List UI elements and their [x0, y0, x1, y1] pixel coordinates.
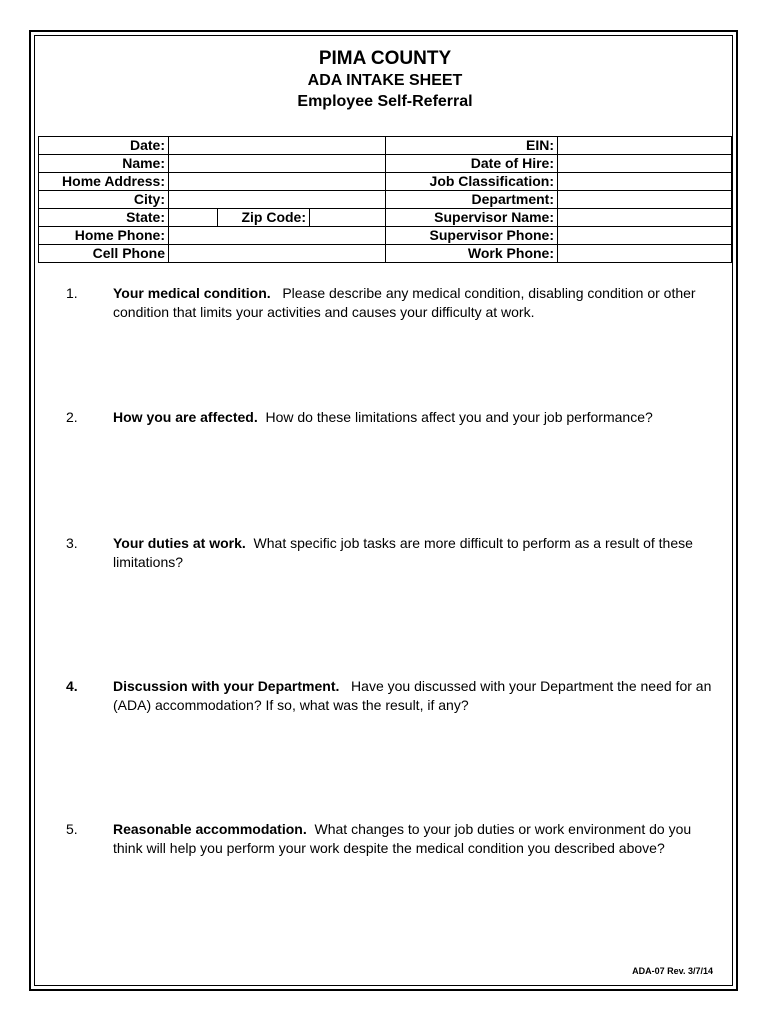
question-number: 4.: [66, 678, 78, 694]
question-heading: How you are affected.: [113, 409, 258, 425]
table-row: [39, 209, 732, 227]
state-label: State:: [39, 209, 169, 227]
work-phone-label: Work Phone:: [386, 245, 558, 263]
question-text: How do these limitations affect you and your job performance?: [265, 409, 653, 425]
date-label: Date:: [39, 137, 169, 155]
question-heading: Your duties at work.: [113, 535, 246, 551]
form-subtitle: Employee Self-Referral: [297, 93, 473, 110]
department-input[interactable]: [558, 191, 732, 209]
date-of-hire-label: Date of Hire:: [386, 155, 558, 173]
table-row: [39, 245, 732, 263]
table-row: [39, 155, 732, 173]
home-address-input[interactable]: [169, 173, 386, 191]
question-number: 2.: [66, 409, 78, 425]
cell-phone-input[interactable]: [169, 245, 386, 263]
question-number: 5.: [66, 821, 78, 837]
city-label: City:: [39, 191, 169, 209]
date-of-hire-input[interactable]: [558, 155, 732, 173]
state-zip-cell: [169, 209, 386, 227]
supervisor-phone-label: Supervisor Phone:: [386, 227, 558, 245]
question-text: What specific job tasks are more difficult to perform as a result of these limitations?: [113, 535, 693, 570]
supervisor-name-label: Supervisor Name:: [386, 209, 558, 227]
question-heading: Reasonable accommodation.: [113, 821, 307, 837]
name-input[interactable]: [169, 155, 386, 173]
ein-label: EIN:: [386, 137, 558, 155]
city-input[interactable]: [169, 191, 386, 209]
name-label: Name:: [39, 155, 169, 173]
date-input[interactable]: [169, 137, 386, 155]
job-classification-input[interactable]: [558, 173, 732, 191]
question-number: 3.: [66, 535, 78, 551]
supervisor-phone-input[interactable]: [558, 227, 732, 245]
org-title: PIMA COUNTY: [318, 48, 452, 69]
ein-input[interactable]: [558, 137, 732, 155]
table-row: [39, 173, 732, 191]
cell-phone-label: Cell Phone: [39, 245, 169, 263]
supervisor-name-input[interactable]: [558, 209, 732, 227]
question-text: What changes to your job duties or work environment do you think will help you perform your work despite the medical condition you described above?: [113, 821, 692, 856]
zip-code-input[interactable]: [310, 209, 382, 226]
job-classification-label: Job Classification:: [386, 173, 558, 191]
table-row: [39, 227, 732, 245]
department-label: Department:: [386, 191, 558, 209]
form-title: ADA INTAKE SHEET: [307, 72, 463, 89]
home-address-label: Home Address:: [39, 173, 169, 191]
question-text: Please describe any medical condition, disabling condition or other condition that limits your activities and causes your difficulty at work.: [113, 285, 696, 320]
question-number: 1.: [66, 285, 78, 301]
table-row: [39, 191, 732, 209]
state-input[interactable]: [172, 209, 218, 226]
work-phone-input[interactable]: [558, 245, 732, 263]
home-phone-input[interactable]: [169, 227, 386, 245]
question-text: Have you discussed with your Department the need for an (ADA) accommodation? If so, what was the result, if any?: [113, 678, 712, 713]
question-heading: Discussion with your Department.: [113, 678, 340, 694]
form-revision: ADA-07 Rev. 3/7/14: [632, 966, 713, 976]
table-row: [39, 137, 732, 155]
employee-info-table: [38, 136, 732, 263]
zip-code-label: Zip Code:: [218, 209, 310, 226]
home-phone-label: Home Phone:: [39, 227, 169, 245]
question-heading: Your medical condition.: [113, 285, 271, 301]
